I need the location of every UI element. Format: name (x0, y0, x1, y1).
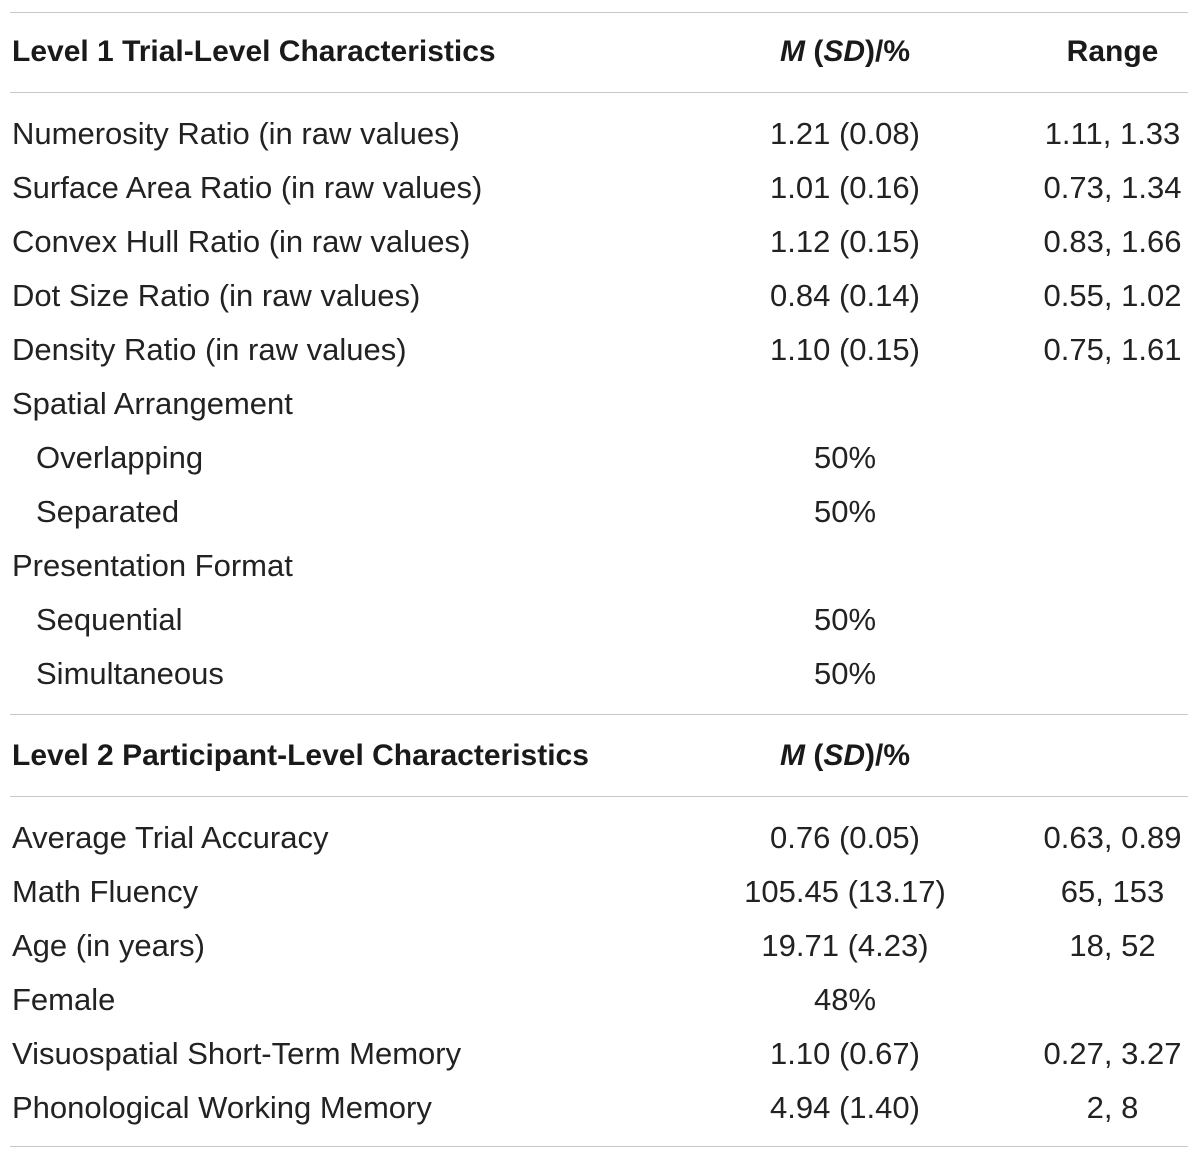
row-m-sd: 0.76 (0.05) (770, 820, 920, 855)
table-row (0, 811, 1200, 865)
row-m-sd: 1.01 (0.16) (770, 170, 920, 205)
level1-header-rule (10, 92, 1188, 93)
row-range: 0.55, 1.02 (1043, 278, 1182, 313)
sd-symbol: SD (823, 35, 865, 68)
row-range (1000, 377, 1200, 431)
row-range: 0.73, 1.34 (1043, 170, 1182, 205)
table-row (0, 1081, 1200, 1135)
m-sd-close: )/% (865, 739, 910, 772)
row-label: Numerosity Ratio (in raw values) (12, 116, 460, 151)
row-m-sd (710, 539, 980, 593)
row-range: 2, 8 (1086, 1090, 1139, 1125)
row-label: Surface Area Ratio (in raw values) (12, 170, 483, 205)
row-label: Age (in years) (12, 928, 205, 963)
row-range: 1.11, 1.33 (1044, 116, 1181, 151)
row-range: 0.27, 3.27 (1043, 1036, 1182, 1071)
row-range (1000, 485, 1200, 539)
row-m-sd: 1.10 (0.15) (770, 332, 920, 367)
row-label: Convex Hull Ratio (in raw values) (12, 224, 471, 259)
row-sublabel: Separated (36, 494, 180, 529)
table-row (0, 323, 1200, 377)
row-label: Dot Size Ratio (in raw values) (12, 278, 421, 313)
row-label: Visuospatial Short-Term Memory (12, 1036, 462, 1071)
level2-header-m-sd (710, 729, 980, 783)
table-bottom-rule (10, 1146, 1188, 1147)
row-m-sd: 48% (813, 982, 877, 1017)
row-range: 0.63, 0.89 (1043, 820, 1182, 855)
level1-header-m-sd (710, 25, 980, 79)
row-group-label: Presentation Format (12, 548, 293, 583)
table-row (0, 919, 1200, 973)
row-range: 0.75, 1.61 (1043, 332, 1182, 367)
row-sublabel: Sequential (36, 602, 183, 637)
table-row (0, 215, 1200, 269)
level2-header-row (0, 729, 1200, 783)
table-row (0, 647, 1200, 701)
table-row (0, 593, 1200, 647)
m-symbol: M (779, 739, 805, 772)
row-m-sd (710, 377, 980, 431)
row-m-sd: 4.94 (1.40) (770, 1090, 920, 1125)
row-m-sd: 50% (813, 602, 877, 637)
row-range: 65, 153 (1060, 874, 1165, 909)
row-label: Female (12, 982, 116, 1017)
section-divider-rule (10, 714, 1188, 715)
table-row (0, 161, 1200, 215)
row-range (1000, 647, 1200, 701)
row-m-sd: 1.21 (0.08) (770, 116, 920, 151)
table-row (0, 539, 1200, 593)
row-label: Phonological Working Memory (12, 1090, 432, 1125)
row-m-sd: 105.45 (13.17) (744, 874, 946, 909)
row-m-sd: 1.10 (0.67) (770, 1036, 920, 1071)
row-sublabel: Overlapping (36, 440, 204, 475)
table-row (0, 485, 1200, 539)
table-row (0, 377, 1200, 431)
m-sd-close: )/% (865, 35, 910, 68)
m-sd-open-paren: ( (804, 739, 824, 772)
row-label: Average Trial Accuracy (12, 820, 329, 855)
row-m-sd: 1.12 (0.15) (770, 224, 920, 259)
level2-header-rule (10, 796, 1188, 797)
m-symbol: M (779, 35, 805, 68)
level1-header-row (0, 25, 1200, 79)
table-row (0, 973, 1200, 1027)
row-range: 18, 52 (1069, 928, 1156, 963)
level1-header-label: Level 1 Trial-Level Characteristics (12, 35, 496, 68)
row-m-sd: 19.71 (4.23) (761, 928, 929, 963)
table-row (0, 107, 1200, 161)
row-m-sd: 50% (813, 440, 877, 475)
sd-symbol: SD (823, 739, 865, 772)
row-m-sd: 0.84 (0.14) (770, 278, 920, 313)
row-group-label: Spatial Arrangement (12, 386, 293, 421)
level1-header-range: Range (1066, 35, 1159, 68)
row-range (1000, 593, 1200, 647)
table-top-rule (10, 12, 1188, 13)
row-range (1000, 539, 1200, 593)
row-range (1000, 973, 1200, 1027)
table-row (0, 865, 1200, 919)
row-label: Math Fluency (12, 874, 199, 909)
row-sublabel: Simultaneous (36, 656, 224, 691)
row-m-sd: 50% (813, 656, 877, 691)
level2-header-label: Level 2 Participant-Level Characteristics (12, 739, 589, 772)
table-row (0, 269, 1200, 323)
row-range (1000, 431, 1200, 485)
row-label: Density Ratio (in raw values) (12, 332, 407, 367)
row-m-sd: 50% (813, 494, 877, 529)
table-row (0, 431, 1200, 485)
row-range: 0.83, 1.66 (1043, 224, 1182, 259)
table-row (0, 1027, 1200, 1081)
m-sd-open-paren: ( (804, 35, 824, 68)
